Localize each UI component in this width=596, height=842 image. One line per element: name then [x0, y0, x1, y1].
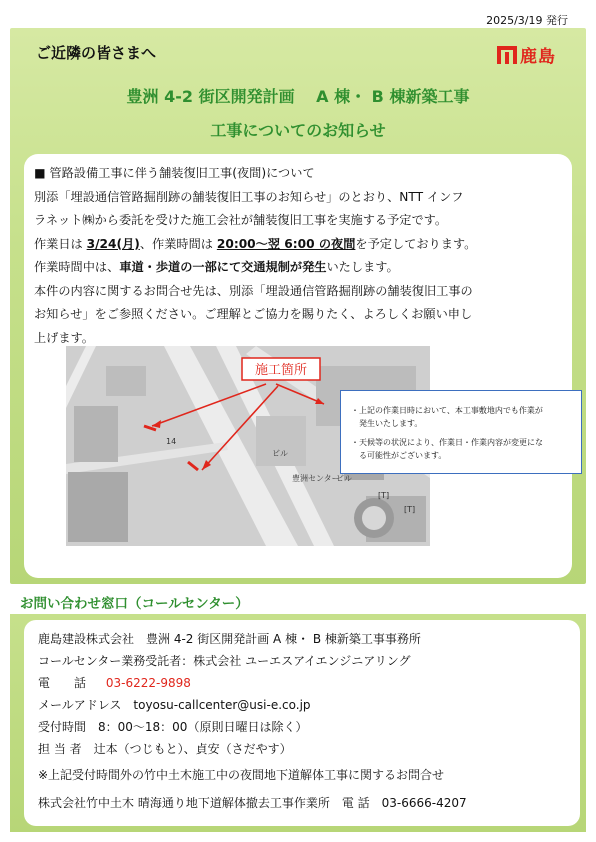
- traffic-line: 作業時間中は、車道・歩道の一部にて交通規制が発生いたします。: [34, 260, 399, 274]
- contact-heading: お問い合わせ窓口（コールセンター）: [20, 596, 249, 612]
- traffic-restriction: 車道・歩道の一部にて交通規制が発生: [119, 260, 327, 274]
- callout-line: 発生いたします。: [351, 419, 423, 428]
- contact-hours: 受付時間 8：00～18：00（原則日曜日は除く）: [38, 720, 308, 734]
- contact-email[interactable]: メールアドレス toyosu-callcenter@usi-e.co.jp: [38, 698, 311, 712]
- callout-line: ・上記の作業日時において、本工事敷地内でも作業が: [351, 406, 543, 415]
- inquiry-line: 上げます。: [34, 330, 94, 345]
- phone-number[interactable]: 03-6222-9898: [105, 676, 191, 690]
- kajima-logo-icon: [497, 46, 517, 64]
- notice-heading: ■ 管路設備工事に伴う舗装復旧工事(夜間)について: [34, 166, 315, 180]
- page-title: 豊洲 4-2 街区開発計画 A 棟・ B 棟新築工事: [126, 87, 470, 106]
- notice-para-line: 別添「埋設通信管路掘削跡の舗装復旧工事のお知らせ」のとおり、NTT インフ: [34, 189, 464, 204]
- work-day: 3/24(月): [86, 236, 140, 251]
- map-place-label: [T]: [378, 491, 390, 500]
- contact-phone-row: [38, 674, 191, 691]
- map-place-label: ビル: [336, 474, 352, 483]
- work-schedule-line: 作業日は 3/24(月)、作業時間は 20:00～翌 6:00 の夜間を予定しております。: [34, 236, 477, 251]
- issue-date: 2025/3/19 発行: [486, 14, 568, 27]
- contact-company: 鹿島建設株式会社 豊洲 4-2 街区開発計画 A 棟・ B 棟新築工事事務所: [38, 632, 421, 646]
- contact-staff: 担 当 者 辻本（つじもと）、貞安（さだやす）: [38, 742, 292, 756]
- contact-call-center: コールセンター業務受託者：株式会社 ユーエスアイエンジニアリング: [38, 654, 411, 668]
- contact-note: ※上記受付時間外の竹中土木施工中の夜間地下道解体工事に関するお問合せ: [38, 768, 445, 782]
- inquiry-line: 本件の内容に関するお問合せ先は、別添「埋設通信管路掘削跡の舗装復旧工事の: [34, 283, 473, 298]
- block-number-label: 14: [166, 437, 177, 446]
- construction-site-label: 施工箇所: [254, 363, 308, 378]
- contact-other: 株式会社竹中土木 晴海通り地下道解体撤去工事作業所 電 話 03-6666-4207: [38, 796, 467, 810]
- callout-line: ・天候等の状況により、作業日・作業内容が変更にな: [351, 438, 543, 447]
- phone-label: 電 話: [38, 676, 87, 690]
- notice-card: [24, 154, 572, 578]
- header-panel: [10, 28, 586, 584]
- greeting: ご近隣の皆さまへ: [36, 44, 157, 62]
- map-place-label: [T]: [404, 505, 416, 514]
- inquiry-line: お知らせ」をご参照ください。ご理解とご協力を賜りたく、よろしくお願い申し: [34, 307, 473, 321]
- page-subtitle: 工事についてのお知らせ: [210, 121, 386, 140]
- notice-callout-box: [340, 390, 582, 474]
- contact-card: [24, 620, 580, 826]
- map-place-label: ビル: [272, 449, 288, 458]
- callout-line: る可能性がございます。: [351, 451, 447, 460]
- company-logo: [497, 42, 556, 67]
- notice-para-line: ラネット㈱から委託を受けた施工会社が舗装復旧工事を実施する予定です。: [34, 213, 448, 227]
- contact-panel: [10, 614, 586, 832]
- work-time: 20:00～翌 6:00 の夜間: [216, 236, 356, 251]
- logo-text: 鹿島: [520, 47, 556, 67]
- map-place-label: 豊洲センター: [292, 474, 340, 483]
- notice-body: [34, 162, 564, 350]
